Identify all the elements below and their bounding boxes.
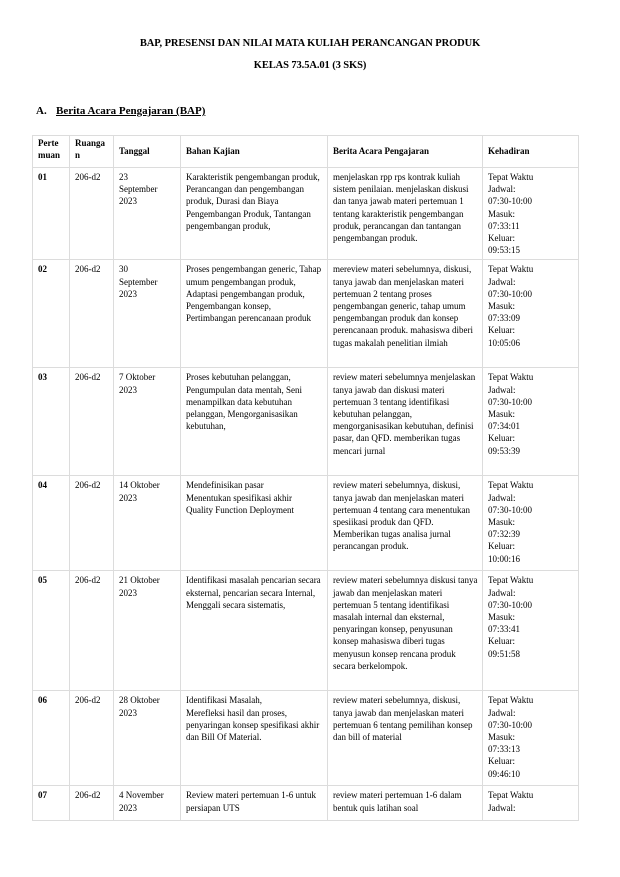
cell-ruangan: 206-d2 xyxy=(70,786,114,821)
cell-ruangan: 206-d2 xyxy=(70,260,114,368)
document-title: BAP, PRESENSI DAN NILAI MATA KULIAH PERANCANGAN PRODUK xyxy=(139,38,481,49)
table-row xyxy=(33,786,579,821)
cell-kehadiran: Tepat Waktu Jadwal: 07:30-10:00 Masuk: 07:34:01 Keluar: 09:53:39 xyxy=(483,368,579,476)
cell-tanggal: 23 September 2023 xyxy=(114,168,181,260)
section-title: Berita Acara Pengajaran (BAP) xyxy=(56,105,206,117)
cell-kehadiran: Tepat Waktu Jadwal: xyxy=(483,786,579,821)
col-header-ruangan: Ruanga n xyxy=(70,136,114,168)
table-row xyxy=(33,571,579,691)
cell-berita-acara: review materi sebelumnya, diskusi, tanya jawab dan menjelaskan materi pertemuan 6 tentang pemilihan konsep dan bill of material xyxy=(328,691,483,786)
cell-berita-acara: review materi sebelumnya diskusi tanya jawab dan menjelaskan materi pertemuan 5 tentang identifikasi masalah internal dan eksternal, penyaringan konsep, penyusunan konsep mahasiswa diberi tugas menyusun konsep rencana produk secara berkelompok. xyxy=(328,571,483,691)
table-header-row xyxy=(33,136,579,168)
section-heading xyxy=(36,105,205,117)
bap-table xyxy=(32,135,579,821)
col-header-kehadiran: Kehadiran xyxy=(483,136,579,168)
cell-pertemuan: 03 xyxy=(33,368,70,476)
cell-ruangan: 206-d2 xyxy=(70,571,114,691)
cell-berita-acara: review materi sebelumnya menjelaskan tanya jawab dan diskusi materi pertemuan 3 tentang identifikasi kebutuhan pelanggan, mengorganisasikan kebutuhan, definisi pasar, dan QFD. memberikan tugas mencari jurnal xyxy=(328,368,483,476)
cell-tanggal: 28 Oktober 2023 xyxy=(114,691,181,786)
cell-kehadiran: Tepat Waktu Jadwal: 07:30-10:00 Masuk: 07:33:11 Keluar: 09:53:15 xyxy=(483,168,579,260)
cell-bahan-kajian: Identifikasi masalah pencarian secara eksternal, pencarian secara Internal, Menggali secara sistematis, xyxy=(181,571,328,691)
cell-pertemuan: 05 xyxy=(33,571,70,691)
cell-tanggal: 30 September 2023 xyxy=(114,260,181,368)
cell-kehadiran: Tepat Waktu Jadwal: 07:30-10:00 Masuk: 07:33:09 Keluar: 10:05:06 xyxy=(483,260,579,368)
cell-berita-acara: menjelaskan rpp rps kontrak kuliah sistem penilaian. menjelaskan diskusi dan tanya jawab materi pertemuan 1 tentang karakteristik pengembangan produk, perancangan dan tantangan pengembangan produk. xyxy=(328,168,483,260)
cell-bahan-kajian: Proses pengembangan generic, Tahap umum pengembangan produk, Adaptasi pengembangan produk, Pengembangan konsep, Pertimbangan perencanaan produk xyxy=(181,260,328,368)
cell-bahan-kajian: Identifikasi Masalah, Merefleksi hasil dan proses, penyaringan konsep spesifikasi akhir dan Bill Of Material. xyxy=(181,691,328,786)
cell-bahan-kajian: Review materi pertemuan 1-6 untuk persiapan UTS xyxy=(181,786,328,821)
cell-pertemuan: 07 xyxy=(33,786,70,821)
cell-ruangan: 206-d2 xyxy=(70,368,114,476)
section-letter: A. xyxy=(36,105,47,117)
cell-tanggal: 14 Oktober 2023 xyxy=(114,476,181,571)
cell-tanggal: 21 Oktober 2023 xyxy=(114,571,181,691)
col-header-tanggal: Tanggal xyxy=(114,136,181,168)
col-header-berita-acara: Berita Acara Pengajaran xyxy=(328,136,483,168)
cell-kehadiran: Tepat Waktu Jadwal: 07:30-10:00 Masuk: 07:33:13 Keluar: 09:46:10 xyxy=(483,691,579,786)
cell-ruangan: 206-d2 xyxy=(70,476,114,571)
cell-berita-acara: review materi sebelumnya, diskusi, tanya jawab dan menjelaskan materi pertemuan 4 tentang cara menentukan spesiikasi produk dan QFD. Memberikan tugas analisa jurnal perancangan produk. xyxy=(328,476,483,571)
cell-pertemuan: 06 xyxy=(33,691,70,786)
table-row xyxy=(33,691,579,786)
cell-berita-acara: mereview materi sebelumnya, diskusi, tanya jawab dan menjelaskan materi pertemuan 2 tentang proses pengembangan generic, tahap umum pengembangan produk dan konsep perencanaan produk. mahasiswa diberi tugas makalah penelitian ilmiah xyxy=(328,260,483,368)
class-subtitle: KELAS 73.5A.01 (3 SKS) xyxy=(253,60,367,71)
col-header-bahan-kajian: Bahan Kajian xyxy=(181,136,328,168)
table-row xyxy=(33,368,579,476)
table-row xyxy=(33,260,579,368)
cell-bahan-kajian: Mendefinisikan pasar Menentukan spesifikasi akhir Quality Function Deployment xyxy=(181,476,328,571)
cell-kehadiran: Tepat Waktu Jadwal: 07:30-10:00 Masuk: 07:33:41 Keluar: 09:51:58 xyxy=(483,571,579,691)
cell-pertemuan: 02 xyxy=(33,260,70,368)
cell-ruangan: 206-d2 xyxy=(70,168,114,260)
cell-bahan-kajian: Proses kebutuhan pelanggan, Pengumpulan data mentah, Seni menampilkan data kebutuhan pelanggan, Mengorganisasikan kebutuhan, xyxy=(181,368,328,476)
cell-pertemuan: 01 xyxy=(33,168,70,260)
cell-pertemuan: 04 xyxy=(33,476,70,571)
cell-tanggal: 7 Oktober 2023 xyxy=(114,368,181,476)
cell-kehadiran: Tepat Waktu Jadwal: 07:30-10:00 Masuk: 07:32:39 Keluar: 10:00:16 xyxy=(483,476,579,571)
table-row xyxy=(33,168,579,260)
col-header-pertemuan: Perte muan xyxy=(33,136,70,168)
cell-ruangan: 206-d2 xyxy=(70,691,114,786)
table-row xyxy=(33,476,579,571)
cell-bahan-kajian: Karakteristik pengembangan produk, Perancangan dan pengembangan produk, Durasi dan Biaya Pengembangan Produk, Tantangan pengembangan produk, xyxy=(181,168,328,260)
cell-berita-acara: review materi pertemuan 1-6 dalam bentuk quis latihan soal xyxy=(328,786,483,821)
cell-tanggal: 4 November 2023 xyxy=(114,786,181,821)
